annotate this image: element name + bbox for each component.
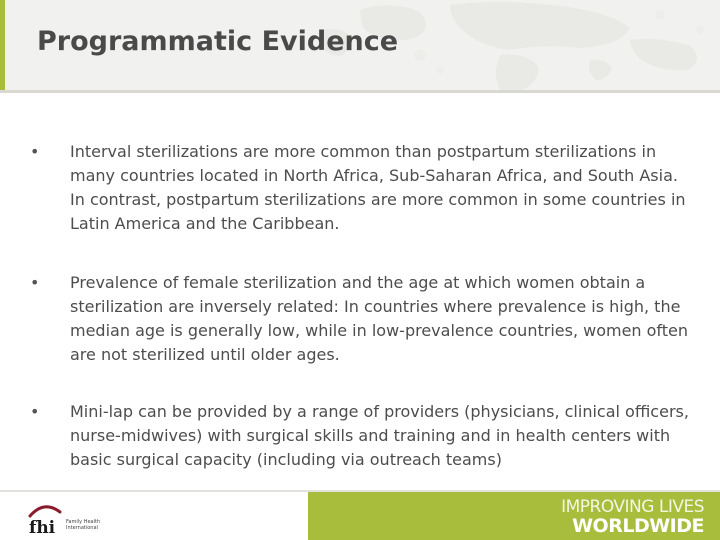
bullet-text: Mini-lap can be provided by a range of providers (physicians, clinical officers, nurse-midwives) with surgical skills and training and in health centers with basic surgical capacity (including via outreach teams) [70, 402, 689, 469]
header-accent-bar [0, 0, 5, 90]
bullet-marker: • [30, 273, 40, 292]
tagline-line1: IMPROVING LIVES [561, 497, 704, 517]
logo-org-name [66, 519, 136, 531]
fhi-logo [26, 500, 116, 536]
logo-abbrev: fhi [29, 518, 56, 536]
header-divider [0, 90, 720, 93]
logo-name-line1: Family Health [66, 519, 101, 525]
bullet-text: Prevalence of female sterilization and the age at which women obtain a sterilization are inversely related: In countries where prevalence is high, the median age is generally low, while in low-prevalence countries, women often are not sterilized until older ages. [70, 273, 689, 364]
tagline-line2: WORLDWIDE [572, 515, 704, 537]
bullet-text: Interval sterilizations are more common than postpartum sterilizations in many countries located in North Africa, Sub-Saharan Africa, and South Asia. In contrast, postpartum sterilizations are more common in some countries in Latin America and the Caribbean. [70, 142, 686, 233]
footer-tagline [514, 498, 704, 536]
header [0, 0, 720, 90]
fhi-logo-icon [26, 500, 66, 536]
bullet-marker: • [30, 402, 40, 421]
bullet-marker: • [30, 142, 40, 161]
logo-name-line2: International [66, 525, 98, 531]
page-title: Programmatic Evidence [37, 26, 399, 57]
